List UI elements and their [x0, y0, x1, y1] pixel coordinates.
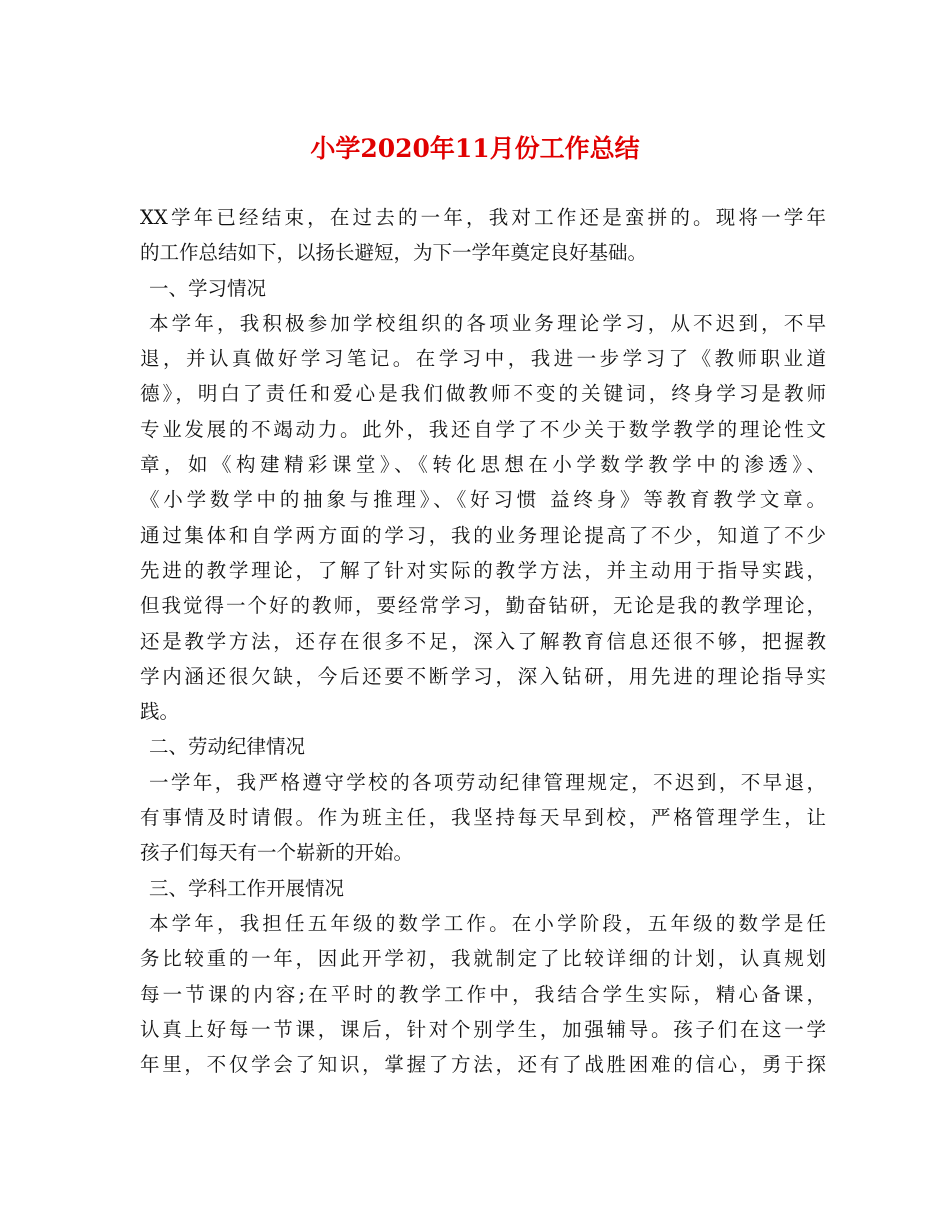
text-line: 学内涵还很欠缺，今后还要不断学习，深入钻研，用先进的理论指导实 — [140, 664, 826, 688]
text-line: 先进的教学理论，了解了针对实际的教学方法，并主动用于指导实践， — [140, 558, 826, 582]
text-line: 还是教学方法，还存在很多不足，深入了解教育信息还很不够，把握教 — [140, 629, 826, 653]
section-heading: 二、劳动纪律情况 — [149, 735, 306, 759]
text-line: 本学年，我担任五年级的数学工作。在小学阶段，五年级的数学是任 — [149, 911, 826, 935]
text-line: 本学年，我积极参加学校组织的各项业务理论学习，从不迟到，不早 — [149, 311, 826, 335]
text-line: 通过集体和自学两方面的学习，我的业务理论提高了不少，知道了不少 — [140, 523, 826, 547]
text-line: 的工作总结如下，以扬长避短，为下一学年奠定良好基础。 — [140, 241, 648, 265]
text-line: XX学年已经结束，在过去的一年，我对工作还是蛮拼的。现将一学年 — [140, 206, 826, 229]
text-line: 年里，不仅学会了知识，掌握了方法，还有了战胜困难的信心，勇于探 — [140, 1053, 826, 1077]
text-line: 退，并认真做好学习笔记。在学习中，我进一步学习了《教师职业道 — [140, 347, 826, 371]
document-body — [140, 200, 826, 1082]
text-line: 专业发展的不竭动力。此外，我还自学了不少关于数学教学的理论性文 — [140, 417, 826, 441]
text-line: 践。 — [140, 700, 180, 724]
text-line: 务比较重的一年，因此开学初，我就制定了比较详细的计划，认真规划 — [140, 947, 826, 971]
text-line: 一学年，我严格遵守学校的各项劳动纪律管理规定，不迟到，不早退， — [149, 770, 826, 794]
text-line: 认真上好每一节课，课后，针对个别学生，加强辅导。孩子们在这一学 — [140, 1017, 826, 1041]
section-heading: 三、学科工作开展情况 — [149, 876, 345, 900]
text-line: 孩子们每天有一个崭新的开始。 — [140, 841, 414, 865]
text-line: 有事情及时请假。作为班主任，我坚持每天早到校，严格管理学生，让 — [140, 806, 826, 830]
text-line: 但我觉得一个好的教师，要经常学习，勤奋钻研，无论是我的教学理论， — [140, 594, 826, 618]
document-title: 小学2020年11月份工作总结 — [310, 134, 640, 163]
text-line: 每一节课的内容;在平时的教学工作中，我结合学生实际，精心备课， — [140, 982, 826, 1006]
text-line: 章，如《构建精彩课堂》、《转化思想在小学数学教学中的渗透》、 — [140, 453, 826, 477]
section-heading: 一、学习情况 — [149, 276, 267, 300]
text-line: 德》，明白了责任和爱心是我们做教师不变的关键词，终身学习是教师 — [140, 382, 826, 406]
text-line: 《小学数学中的抽象与推理》、《好习惯 益终身》等教育教学文章。 — [140, 488, 826, 512]
